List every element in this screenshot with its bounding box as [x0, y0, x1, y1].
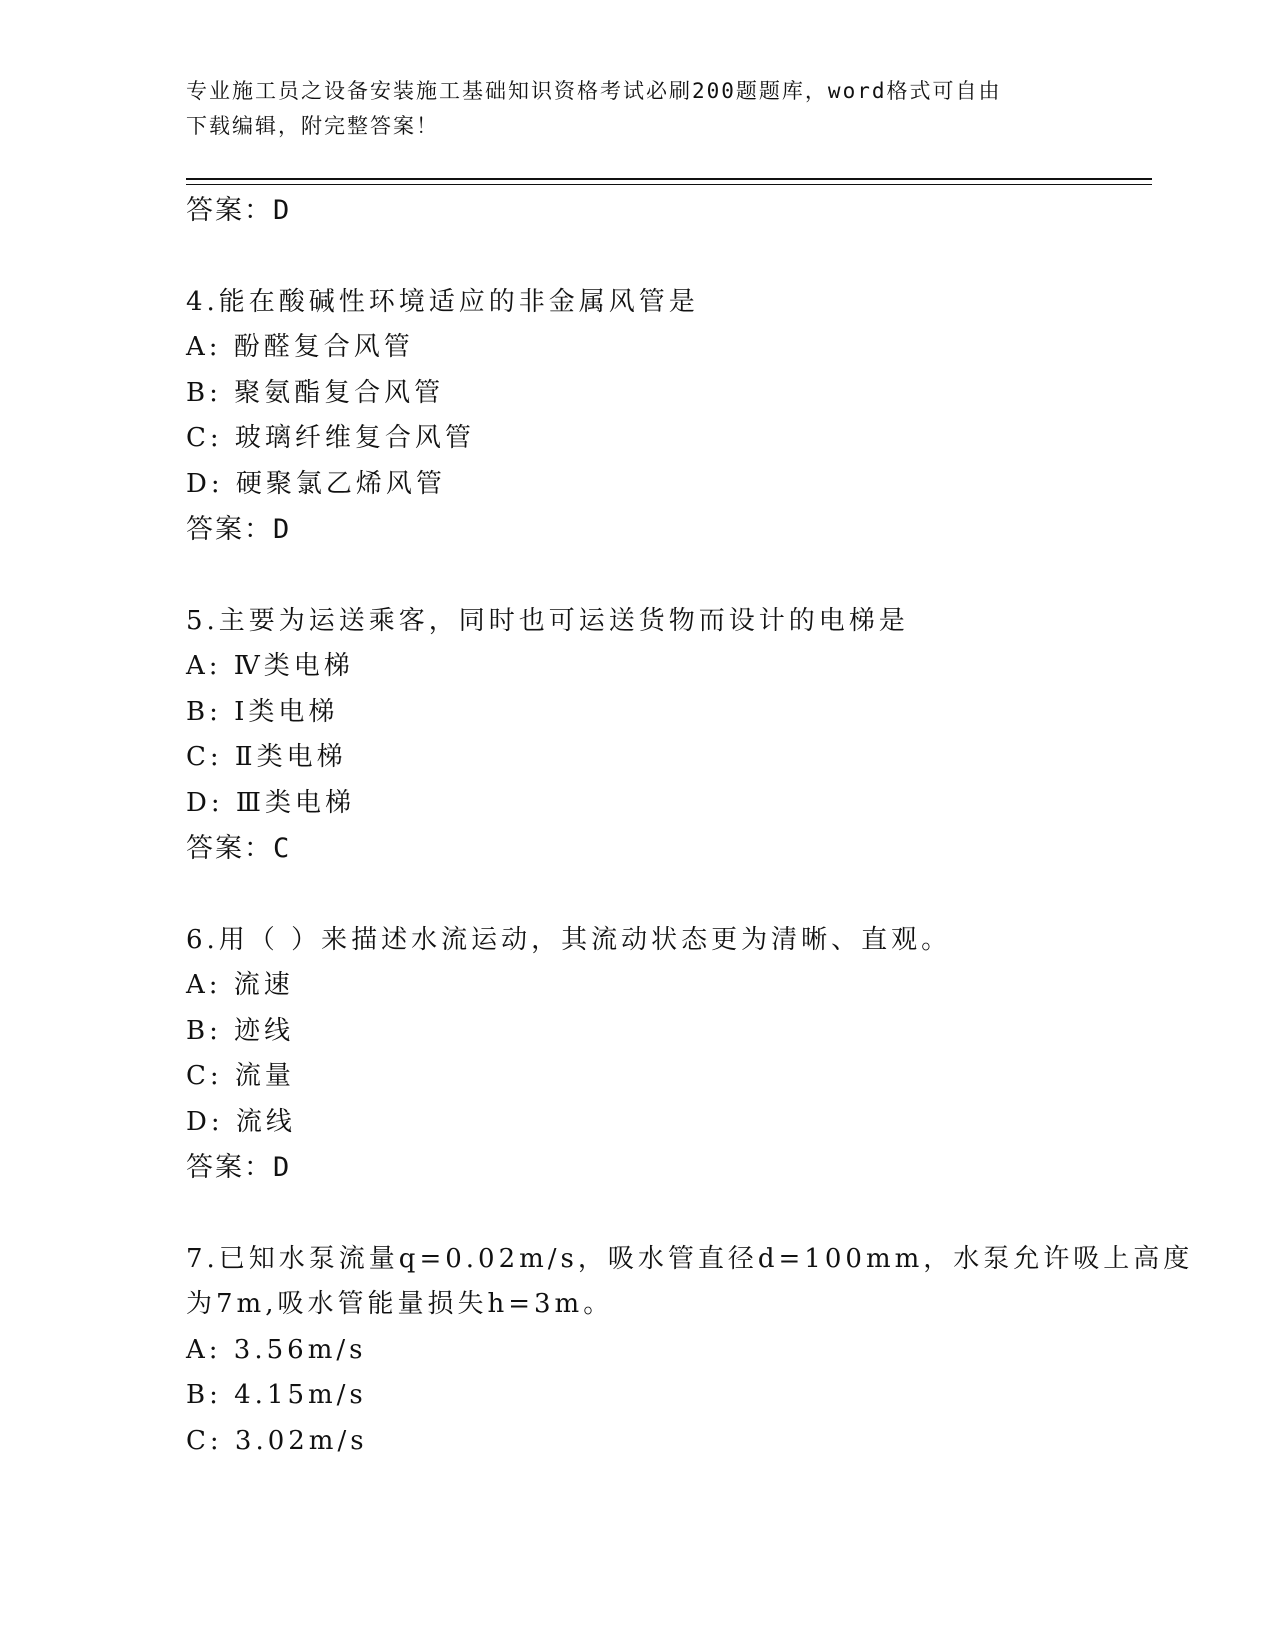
- header-line-1: 专业施工员之设备安装施工基础知识资格考试必刷200题题库，word格式可自由: [186, 79, 1002, 103]
- option-c: C: 玻璃纤维复合风管: [186, 423, 475, 453]
- option-b: B: 4.15m/s: [186, 1380, 367, 1410]
- question-5: [186, 599, 1086, 872]
- option-d: D: Ⅲ类电梯: [186, 787, 355, 818]
- previous-answer: 答案：D: [186, 195, 292, 226]
- option-b: B: 迹线: [186, 1015, 295, 1046]
- option-d: D: 硬聚氯乙烯风管: [186, 468, 446, 499]
- question-stem: 4.能在酸碱性环境适应的非金属风管是: [186, 286, 699, 317]
- option-b: B: 聚氨酯复合风管: [186, 377, 445, 408]
- question-list: [186, 188, 1194, 1464]
- option-a: A: Ⅳ类电梯: [186, 651, 354, 681]
- spacer: [186, 234, 1086, 280]
- question-stem-line-1: 7.已知水泵流量q=0.02m/s，吸水管直径d=100mm，水泵允许吸上高度: [186, 1243, 1194, 1274]
- option-a: A: 酚醛复合风管: [186, 332, 414, 362]
- option-a: A: 流速: [186, 970, 294, 1000]
- header-rule-thick: [186, 178, 1152, 180]
- question-stem: 6.用（ ）来描述水流运动，其流动状态更为清晰、直观。: [186, 924, 952, 955]
- answer: 答案：C: [186, 833, 292, 864]
- option-d: D: 流线: [186, 1106, 296, 1137]
- question-stem-line-2: 为7m,吸水管能量损失h=3m。: [186, 1289, 614, 1319]
- question-4: [186, 280, 1086, 553]
- answer: 答案：D: [186, 514, 292, 545]
- spacer: [186, 553, 1086, 599]
- option-c: C: 3.02m/s: [186, 1425, 368, 1456]
- question-7: [186, 1237, 1194, 1465]
- spacer: [186, 872, 1086, 918]
- question-stem: 5.主要为运送乘客，同时也可运送货物而设计的电梯是: [186, 605, 909, 636]
- option-a: A: 3.56m/s: [186, 1334, 367, 1365]
- option-b: B: Ⅰ类电梯: [186, 696, 339, 727]
- header-rule-thin: [186, 184, 1152, 185]
- option-c: C: 流量: [186, 1061, 295, 1091]
- page-header: [186, 74, 1086, 144]
- spacer: [186, 1191, 1086, 1237]
- header-line-2: 下载编辑，附完整答案！: [186, 114, 439, 138]
- answer: 答案：D: [186, 1152, 292, 1183]
- option-c: C: Ⅱ类电梯: [186, 742, 347, 772]
- question-6: [186, 918, 1086, 1191]
